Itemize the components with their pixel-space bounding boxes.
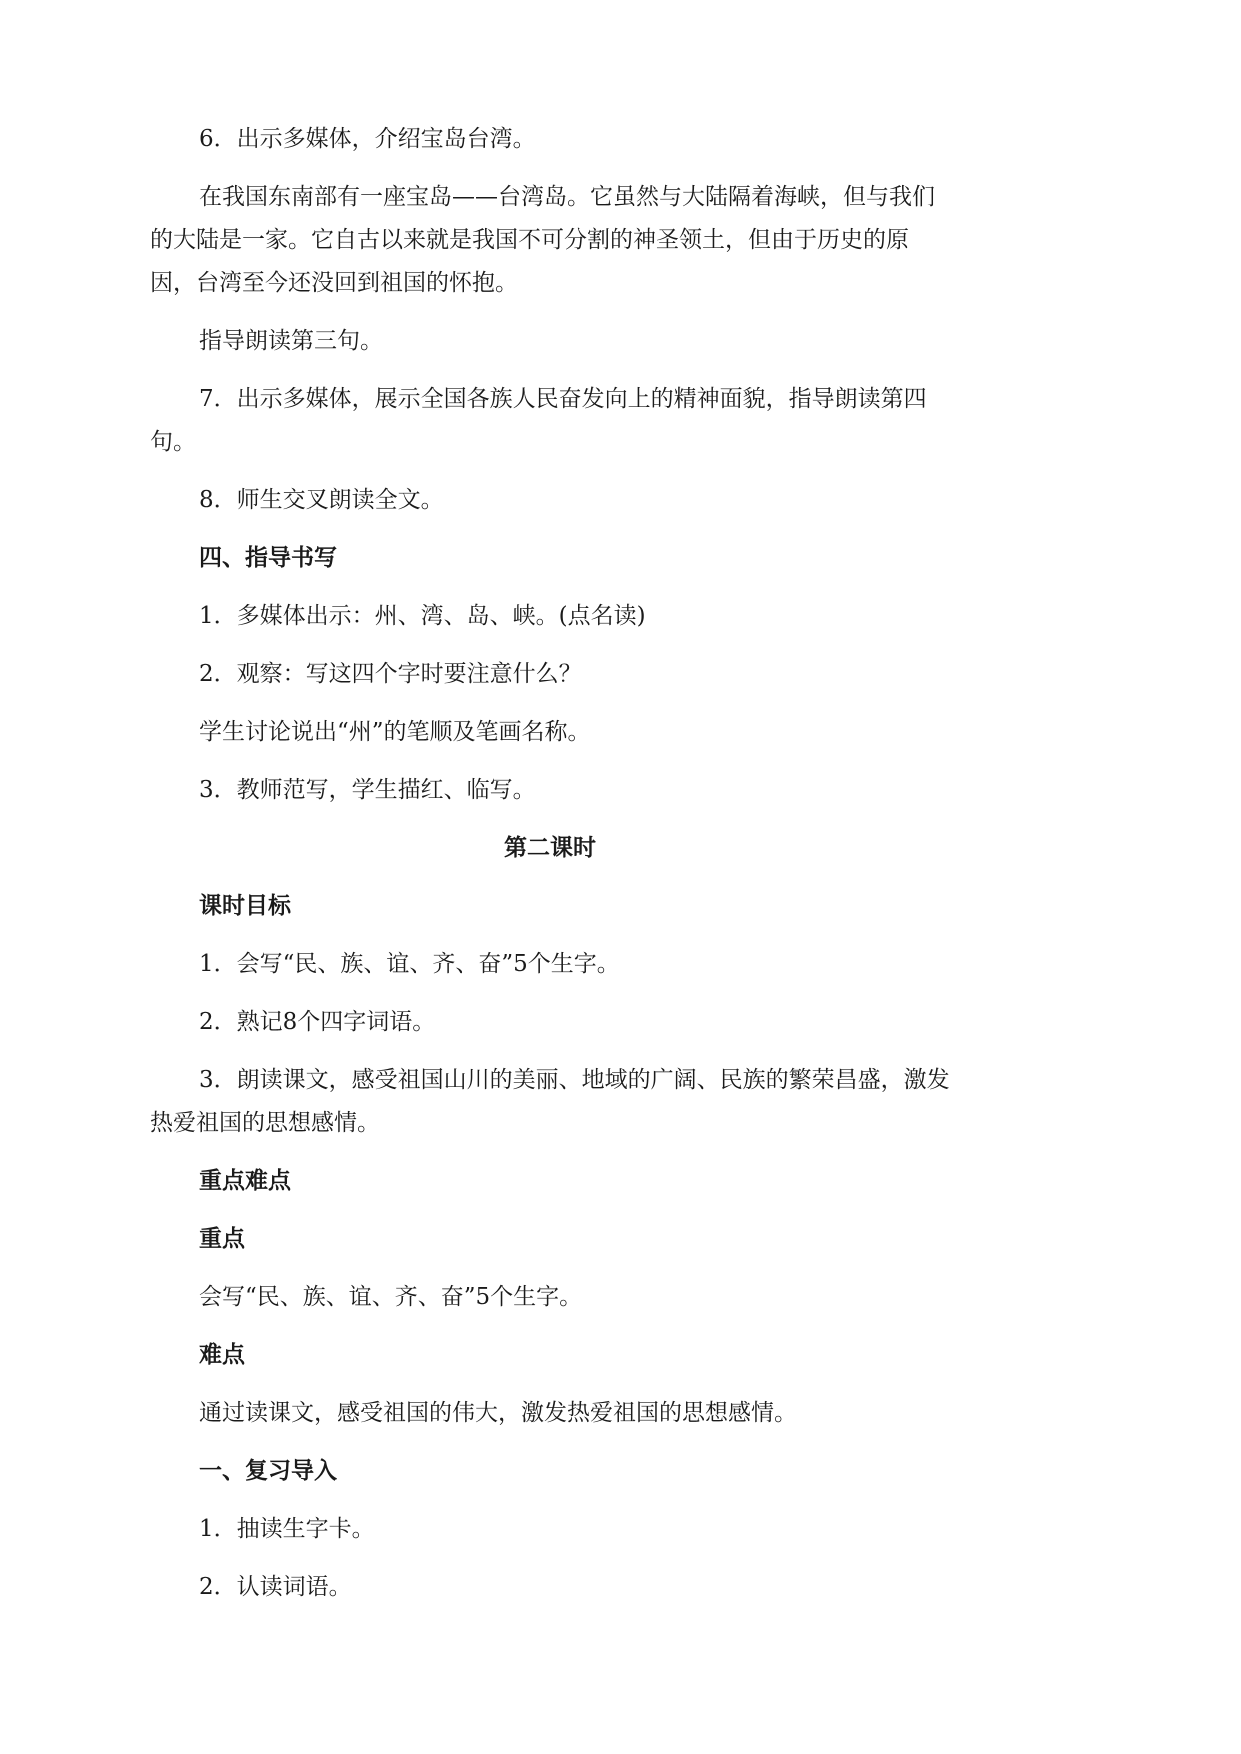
objective-1: 1．会写“民、族、谊、齐、奋”5个生字。 <box>199 951 620 977</box>
discussion-paragraph: 学生讨论说出“州”的笔顺及笔画名称。 <box>199 719 591 745</box>
step-6-paragraph: 6．出示多媒体，介绍宝岛台湾。 <box>199 126 536 152</box>
key-difficult-heading: 重点难点 <box>199 1168 291 1194</box>
taiwan-intro-paragraph: 在我国东南部有一座宝岛——台湾岛。它虽然与大陆隔着海峡，但与我们的大陆是一家。它自古以来就是我国不可分割的神圣领土，但由于历史的原因，台湾至今还没回到祖国的怀抱。 <box>150 184 935 296</box>
step-7-paragraph: 7．出示多媒体，展示全国各族人民奋发向上的精神面貌，指导朗读第四句。 <box>150 386 927 455</box>
difficult-points-text: 通过读课文，感受祖国的伟大，激发热爱祖国的思想感情。 <box>199 1400 797 1426</box>
read-third-sentence-paragraph: 指导朗读第三句。 <box>199 328 383 354</box>
review-step-1: 1．抽读生字卡。 <box>199 1516 375 1542</box>
lesson-objectives-heading: 课时目标 <box>199 893 291 919</box>
section-heading-review: 一、复习导入 <box>199 1458 337 1484</box>
difficult-points-heading: 难点 <box>199 1342 245 1368</box>
objective-2: 2．熟记8个四字词语。 <box>199 1009 436 1035</box>
key-points-text: 会写“民、族、谊、齐、奋”5个生字。 <box>199 1284 583 1310</box>
writing-step-1: 1．多媒体出示：州、湾、岛、峡。(点名读) <box>199 603 646 629</box>
key-points-heading: 重点 <box>199 1226 245 1252</box>
objective-3: 3．朗读课文，感受祖国山川的美丽、地域的广阔、民族的繁荣昌盛，激发热爱祖国的思想感情。 <box>150 1067 950 1136</box>
writing-step-2: 2．观察：写这四个字时要注意什么？ <box>199 661 582 687</box>
section-heading-writing: 四、指导书写 <box>199 545 337 571</box>
step-8-paragraph: 8．师生交叉朗读全文。 <box>199 487 444 513</box>
document-page <box>150 118 950 1609</box>
writing-step-3: 3．教师范写，学生描红、临写。 <box>199 777 536 803</box>
review-step-2: 2．认读词语。 <box>199 1574 352 1600</box>
lesson-title: 第二课时 <box>504 835 596 861</box>
